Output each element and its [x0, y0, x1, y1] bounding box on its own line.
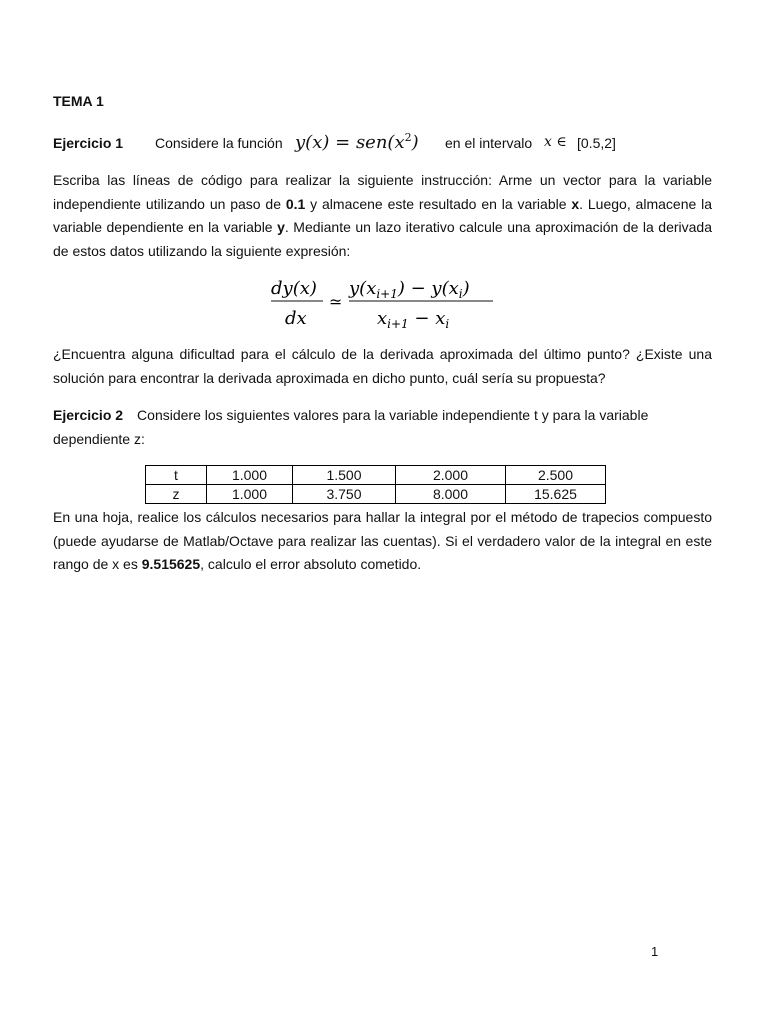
exercise1-instructions: Escriba las líneas de código para realizar la siguiente instrucción: Arme un vector para la variable independiente utilizando un paso de 0.1 y almacene este resultado en la variable x. Luego, almacene la variable dependiente en la variable y. Mediante un lazo iterativo calcule una aproximación de la derivada de estos datos utilizando la siguiente expresión:: [53, 172, 713, 259]
formula-rhs-numerator: $y(x_{i+1}) - y(x_i)$: [349, 278, 470, 301]
table-cell: 1.500: [293, 466, 396, 485]
exercise1-title: Ejercicio 1: [53, 135, 124, 151]
function-expression: $y(x) = sen(x^2)$: [295, 131, 419, 153]
formula-rhs-denominator: $x_{i+1} - x_i$: [377, 308, 450, 331]
table-cell: 1.000: [207, 485, 293, 504]
table-cell: 2.500: [506, 466, 606, 485]
values-table: [145, 465, 606, 504]
exercise2-title: Ejercicio 2: [53, 407, 124, 423]
topic-heading: TEMA 1: [53, 93, 104, 109]
formula-lhs-denominator: dx: [285, 308, 307, 329]
exercise1-intro: Considere la función: [155, 135, 283, 151]
table-cell: z: [146, 485, 207, 504]
interval-label: en el intervalo: [445, 135, 533, 151]
table-cell: 15.625: [506, 485, 606, 504]
page-number: 1: [651, 944, 659, 959]
table-cell: 8.000: [396, 485, 506, 504]
exercise2-instructions: En una hoja, realice los cálculos necesarios para hallar la integral por el método de trapecios compuesto (puede ayudarse de Matlab/Octave para realizar las cuentas). Si el verdadero valor de la integral en este rango de x es 9.515625, calculo el error absoluto cometido.: [53, 509, 712, 572]
document-page: [53, 0, 712, 1024]
derivative-formula-svg: [271, 276, 511, 336]
exercise2-header: [53, 404, 712, 451]
table-row-t: [146, 466, 606, 485]
table-cell: 3.750: [293, 485, 396, 504]
formula-lhs-numerator: dy(x): [271, 278, 317, 299]
interval-variable: x ∈: [544, 134, 567, 150]
exercise1-question: ¿Encuentra alguna dificultad para el cálculo de la derivada aproximada del último punto? ¿Existe una solución para encontrar la derivada aproximada en dicho punto, cuál sería su propuesta?: [53, 346, 712, 386]
interval-value: [0.5,2]: [577, 135, 616, 151]
table-cell: 1.000: [207, 466, 293, 485]
table-cell: t: [146, 466, 207, 485]
table-cell: 2.000: [396, 466, 506, 485]
table-row-z: [146, 485, 606, 504]
exercise1-header: [53, 132, 712, 156]
exercise2-intro: Considere los siguientes valores para la variable independiente t y para la variable dependiente z:: [53, 407, 649, 447]
derivative-formula: [271, 276, 511, 336]
formula-approx-symbol: ≃: [329, 292, 343, 311]
